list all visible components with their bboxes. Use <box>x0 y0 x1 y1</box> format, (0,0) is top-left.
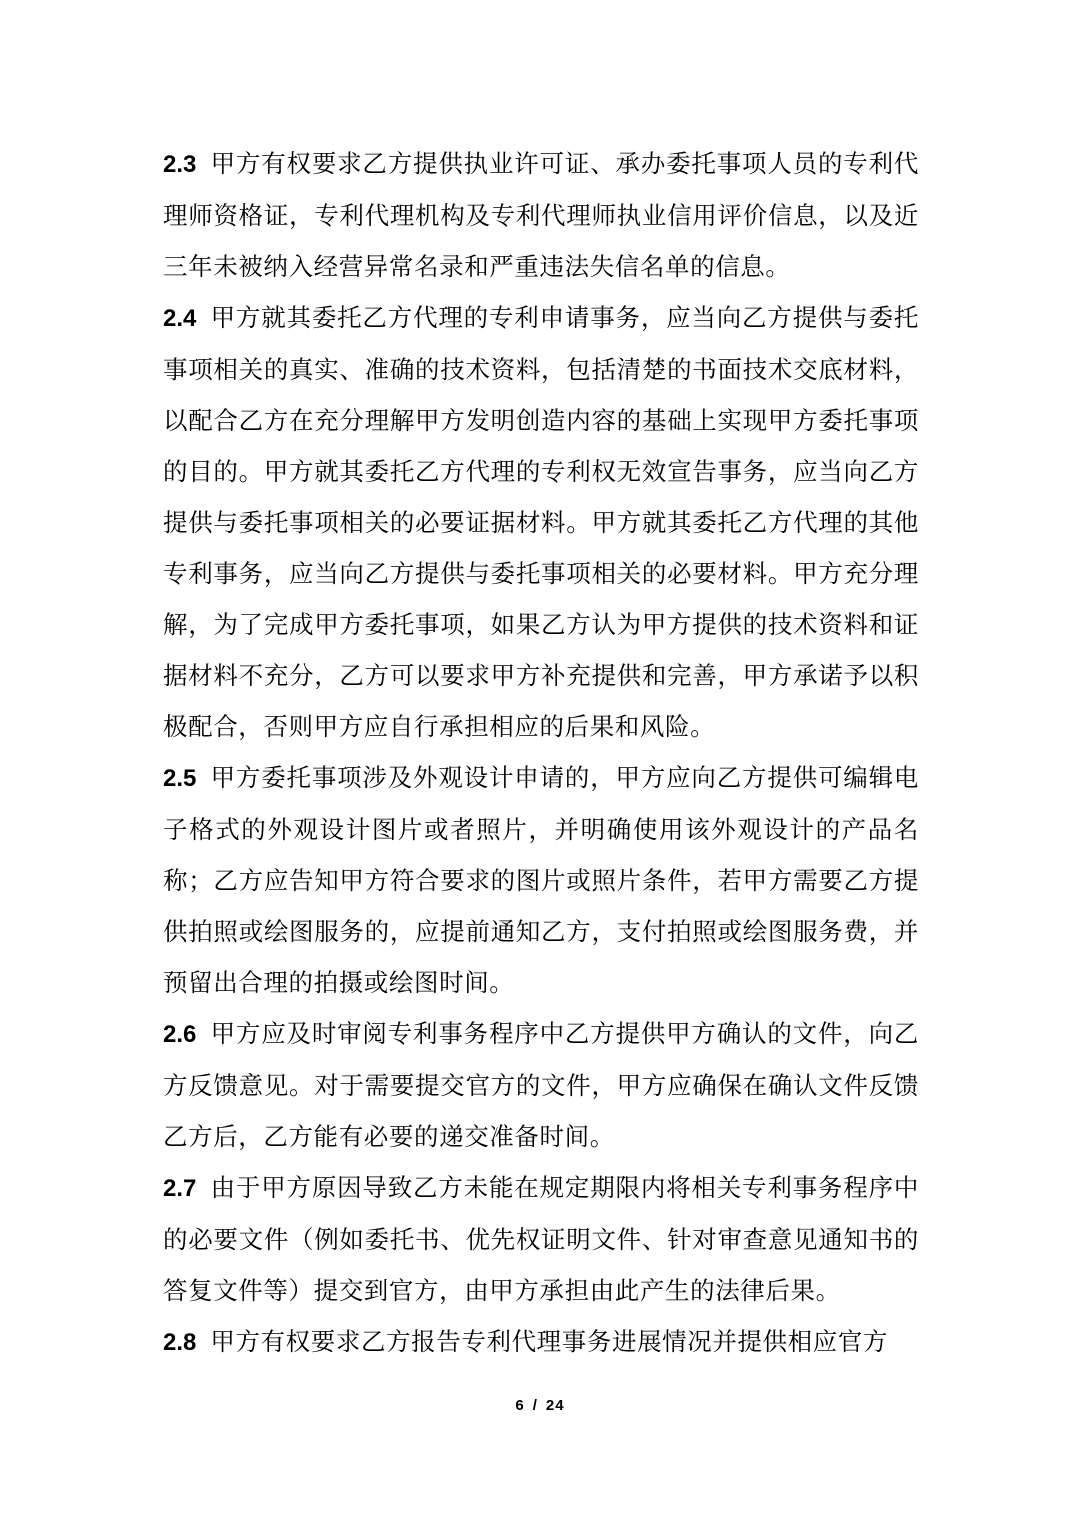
clause-2-5 <box>163 752 919 1008</box>
clause-2-4 <box>163 292 919 752</box>
clause-number: 2.8 <box>163 1329 197 1356</box>
clause-number: 2.6 <box>163 1021 197 1048</box>
clause-number: 2.7 <box>163 1175 197 1202</box>
clause-text: 甲方有权要求乙方提供执业许可证、承办委托事项人员的专利代理师资格证，专利代理机构及专利代理师执业信用评价信息，以及近三年未被纳入经营异常名录和严重违法失信名单的信息。 <box>163 149 919 281</box>
clause-text: 甲方有权要求乙方报告专利代理事务进展情况并提供相应官方 <box>210 1327 889 1356</box>
clause-2-8 <box>163 1316 919 1368</box>
clause-number: 2.5 <box>163 765 197 792</box>
page-separator: / <box>532 1397 538 1414</box>
total-page-count: 24 <box>545 1397 565 1414</box>
clause-2-6 <box>163 1008 919 1162</box>
clause-2-3 <box>163 138 919 292</box>
current-page-number: 6 <box>515 1397 525 1414</box>
clause-number: 2.3 <box>163 151 197 178</box>
clause-text: 由于甲方原因导致乙方未能在规定期限内将相关专利事务程序中的必要文件（例如委托书、优先权证明文件、针对审查意见通知书的答复文件等）提交到官方，由甲方承担由此产生的法律后果。 <box>163 1173 919 1305</box>
document-body <box>163 138 919 1368</box>
clause-number: 2.4 <box>163 305 197 332</box>
clause-2-7 <box>163 1162 919 1316</box>
page-number-footer <box>0 1397 1080 1414</box>
clause-text: 甲方就其委托乙方代理的专利申请事务，应当向乙方提供与委托事项相关的真实、准确的技术资料，包括清楚的书面技术交底材料，以配合乙方在充分理解甲方发明创造内容的基础上实现甲方委托事项的目的。甲方就其委托乙方代理的专利权无效宣告事务，应当向乙方提供与委托事项相关的必要证据材料。甲方就其委托乙方代理的其他专利事务，应当向乙方提供与委托事项相关的必要材料。甲方充分理解，为了完成甲方委托事项，如果乙方认为甲方提供的技术资料和证据材料不充分，乙方可以要求甲方补充提供和完善，甲方承诺予以积极配合，否则甲方应自行承担相应的后果和风险。 <box>163 303 919 741</box>
clause-text: 甲方应及时审阅专利事务程序中乙方提供甲方确认的文件，向乙方反馈意见。对于需要提交官方的文件，甲方应确保在确认文件反馈乙方后，乙方能有必要的递交准备时间。 <box>163 1019 919 1151</box>
clause-text: 甲方委托事项涉及外观设计申请的，甲方应向乙方提供可编辑电子格式的外观设计图片或者照片，并明确使用该外观设计的产品名称；乙方应告知甲方符合要求的图片或照片条件，若甲方需要乙方提供拍照或绘图服务的，应提前通知乙方，支付拍照或绘图服务费，并预留出合理的拍摄或绘图时间。 <box>163 763 919 997</box>
